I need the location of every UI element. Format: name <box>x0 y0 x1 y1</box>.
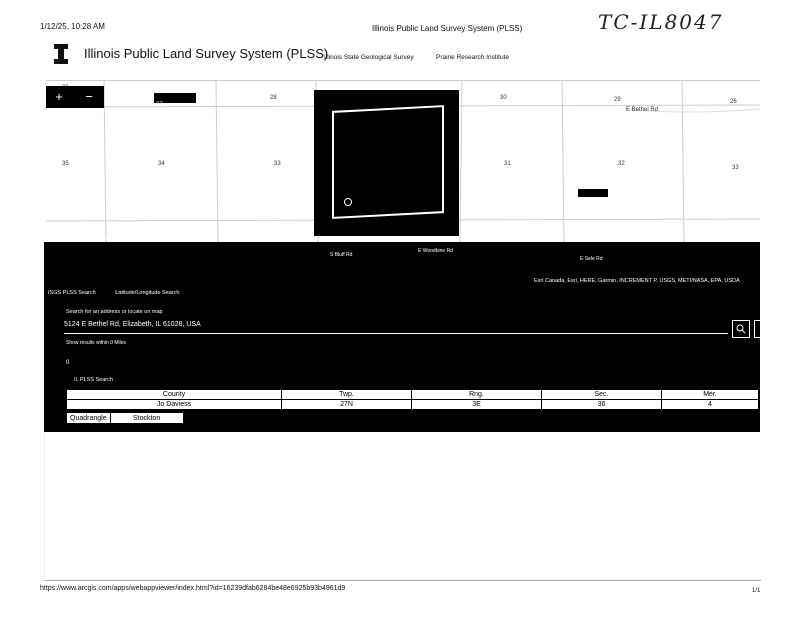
search-menu-button[interactable] <box>754 320 761 338</box>
quadrangle-label: Quadrangle <box>67 413 111 424</box>
table-cell-county: Jo Daviess <box>67 400 282 410</box>
table-cell-range: 3E <box>412 400 542 410</box>
location-pin-icon[interactable] <box>344 198 352 206</box>
search-label: Search for an address or locate on map <box>66 309 163 315</box>
road-label: E Bethel Rd <box>626 107 659 113</box>
illinois-i-logo-icon <box>54 44 68 64</box>
results-blank-area <box>44 432 761 581</box>
app-title: Illinois Public Land Survey System (PLSS) <box>84 46 329 61</box>
zoom-control <box>46 86 104 108</box>
section-number: 31 <box>504 161 511 167</box>
table-header: Rng. <box>412 390 542 400</box>
section-number: 35 <box>62 161 69 167</box>
print-page-title: Illinois Public Land Survey System (PLSS) <box>372 24 523 33</box>
road-label: E Woodbine Rd <box>418 248 453 254</box>
section-number: 33 <box>274 161 281 167</box>
selected-section-highlight[interactable] <box>314 90 459 236</box>
section-number: 26 <box>730 99 737 105</box>
section-number: 33 <box>732 165 739 171</box>
map-label-badge <box>578 189 608 197</box>
section-number: 28 <box>270 95 277 101</box>
quadrangle-value: Stockton <box>110 413 183 424</box>
print-footer-url: https://www.arcgis.com/apps/webappviewer/index.html?id=16239dfab6284be48e6925b93b4961d9 <box>40 585 346 592</box>
plss-results-heading: IL PLSS Search <box>74 377 113 383</box>
road-label: E Sele Rd <box>580 256 603 262</box>
section-number: 29 <box>614 97 621 103</box>
table-header: Sec. <box>542 390 662 400</box>
table-header: County <box>67 390 282 400</box>
section-number: 37 <box>156 102 163 108</box>
table-header: Twp. <box>282 390 412 400</box>
road-label: S Bluff Rd <box>330 252 353 258</box>
search-button[interactable] <box>732 320 750 338</box>
table-cell-meridian: 4 <box>662 400 759 410</box>
section-number: 32 <box>618 161 625 167</box>
road-label: Eliza Rd <box>104 236 123 242</box>
print-datetime: 1/12/25, 10:28 AM <box>40 22 105 31</box>
section-number: 34 <box>158 161 165 167</box>
table-cell-township: 27N <box>282 400 412 410</box>
tab-plss-search[interactable]: ISGS PLSS Search <box>48 290 96 296</box>
isgs-link[interactable]: Illinois State Geological Survey <box>324 54 414 61</box>
table-cell-section: 36 <box>542 400 662 410</box>
print-page-number: 1/1 <box>752 588 761 594</box>
search-radius-input[interactable]: 0 <box>66 360 70 366</box>
section-number: 30 <box>500 95 507 101</box>
tab-lat-long-search[interactable]: Latitude/Longitude Search <box>115 290 180 296</box>
table-header: Mer. <box>662 390 759 400</box>
search-radius-label: Show results within 0 Miles <box>66 340 127 346</box>
search-icon <box>736 324 746 334</box>
pri-link[interactable]: Prairie Research Institute <box>436 54 509 61</box>
quadrangle-table <box>66 412 184 424</box>
plss-results-table <box>66 389 759 410</box>
map-attribution: Esri Canada, Esri, HERE, Garmin, INCREMENT P, USGS, METI/NASA, EPA, USDA <box>534 278 740 284</box>
map-label-badge <box>154 93 196 108</box>
address-search-input[interactable]: 5124 E Bethel Rd, Elizabeth, IL 61028, USA <box>64 321 728 334</box>
handwritten-note: TC-IL8047 <box>598 10 724 34</box>
zoom-in-button[interactable]: + <box>55 89 63 104</box>
panel-tabs <box>48 290 179 296</box>
zoom-out-button[interactable]: − <box>85 89 93 104</box>
